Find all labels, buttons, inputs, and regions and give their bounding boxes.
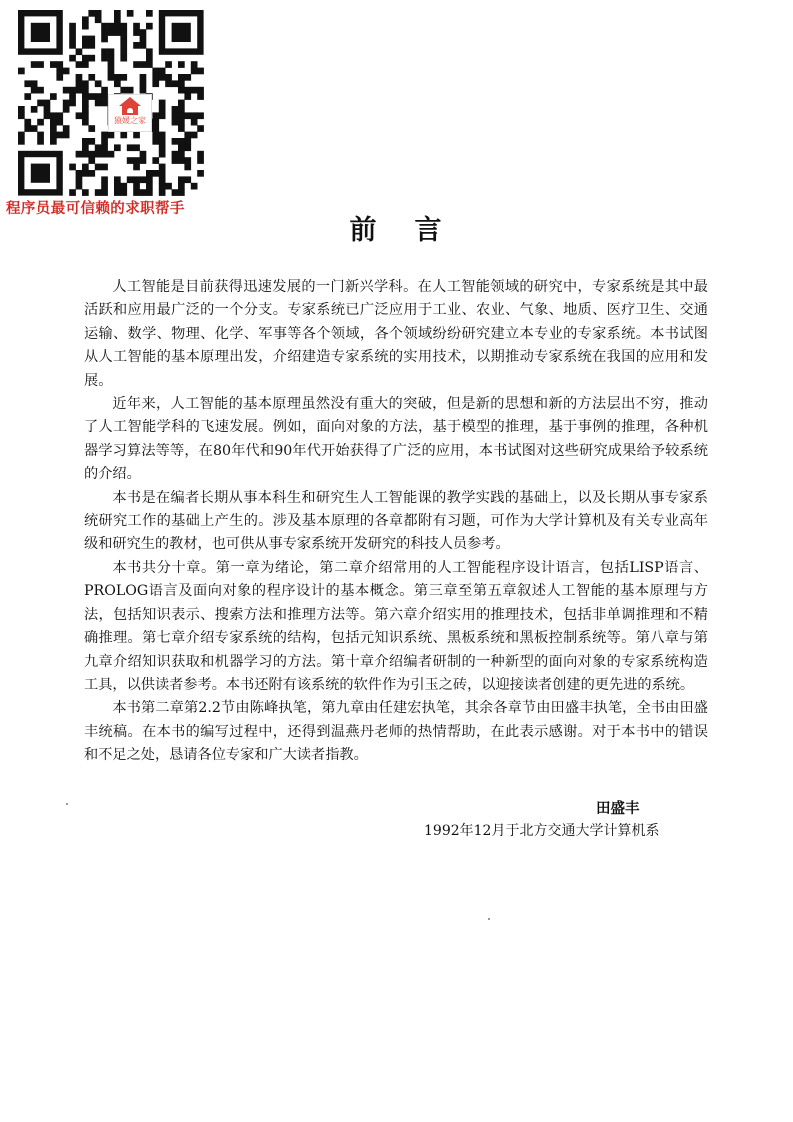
paragraph: 本书第二章第2.2节由陈峰执笔，第九章由任建宏执笔，其余各章节由田盛丰执笔，全书由田盛丰统稿。在本书的编写过程中，还得到温燕丹老师的热情帮助，在此表示感谢。对于本书中的错误和不足之处，恳请各位专家和广大读者指教。 — [84, 700, 708, 764]
house-icon — [119, 97, 141, 106]
page-title: 前言 — [349, 215, 480, 246]
qr-caption: 程序员最可信赖的求职帮手 — [6, 200, 185, 217]
scan-speck — [66, 803, 68, 805]
qr-logo-text: 猿媛之家 — [114, 116, 146, 125]
dateline: 1992年12月于北方交通大学计算机系 — [424, 823, 660, 839]
paragraph: 近年来，人工智能的基本原理虽然没有重大的突破，但是新的思想和新的方法层出不穷，推动了人工智能学科的飞速发展。例如，面向对象的方法，基于模型的推理，基于事例的推理，各种机器学习算法等等，在80年代和90年代开始获得了广泛的应用，本书试图对这些研究成果给予较系统的介绍。 — [84, 396, 708, 483]
house-body-icon — [122, 106, 138, 115]
scan-speck — [488, 918, 490, 920]
paragraph: 本书共分十章。第一章为绪论，第二章介绍常用的人工智能程序设计语言，包括LISP语言、PROLOG语言及面向对象的程序设计的基本概念。第三章至第五章叙述人工智能的基本原理与方法，包括知识表示、搜索方法和推理方法等。第六章介绍实用的推理技术，包括非单调推理和不精确推理。第七章介绍专家系统的结构，包括元知识系统、黑板系统和黑板控制系统等。第八章与第九章介绍知识获取和机器学习的方法。第十章介绍编者研制的一种新型的面向对象的专家系统构造工具，以供读者参考。本书还附有该系统的软件作为引玉之砖，以迎接读者创建的更先进的系统。 — [84, 559, 708, 693]
author-signature: 田盛丰 — [596, 800, 640, 817]
paragraph: 本书是在编者长期从事本科生和研究生人工智能课的教学实践的基础上，以及长期从事专家系统研究工作的基础上产生的。涉及基本原理的各章都附有习题，可作为大学计算机及有关专业高年级和研究生的教材，也可供从事专家系统开发研究的科技人员参考。 — [84, 489, 708, 553]
qr-code — [18, 10, 210, 196]
preface-body — [84, 276, 708, 768]
qr-center-logo — [108, 94, 152, 132]
paragraph: 人工智能是目前获得迅速发展的一门新兴学科。在人工智能领域的研究中，专家系统是其中最活跃和应用最广泛的一个分支。专家系统已广泛应用于工业、农业、气象、地质、医疗卫生、交通运输、数学、物理、化学、军事等各个领域，各个领域纷纷研究建立本专业的专家系统。本书试图从人工智能的基本原理出发，介绍建造专家系统的实用技术，以期推动专家系统在我国的应用和发展。 — [84, 279, 708, 389]
